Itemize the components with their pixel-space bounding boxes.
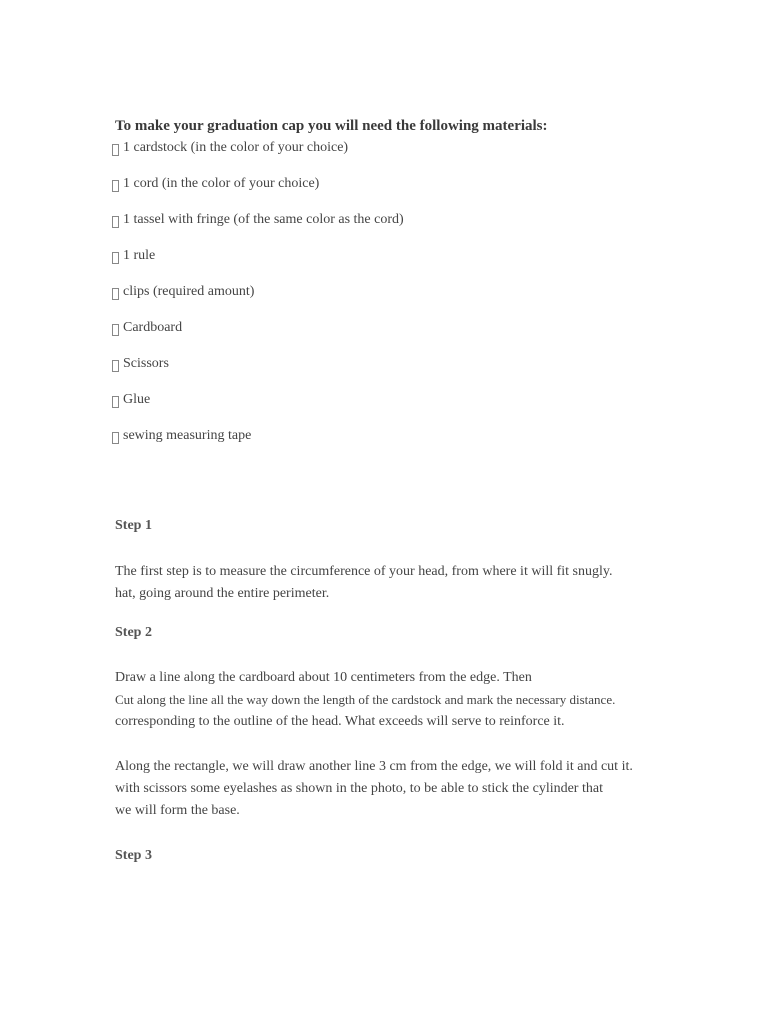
materials-intro: To make your graduation cap you will need the following materials: [115,118,548,134]
step-1-line: hat, going around the entire perimeter. [115,586,330,601]
step-2-line: Cut along the line all the way down the length of the cardstock and mark the necessary distance. [115,692,616,707]
step-1-heading: Step 1 [115,518,152,533]
list-item [112,212,404,248]
material-label: Cardboard [123,320,183,335]
materials-list [112,140,404,464]
list-item [112,284,404,320]
list-item [112,392,404,428]
checkbox-bullet-icon [112,324,119,336]
material-label: Glue [123,392,151,407]
step-2-paragraph-1 [115,667,615,733]
material-label: clips (required amount) [123,284,255,299]
material-label: 1 cardstock (in the color of your choice) [123,140,349,155]
step-1-line: The first step is to measure the circumference of your head, from where it will fit snugly. [115,564,613,579]
checkbox-bullet-icon [112,288,119,300]
list-item [112,176,404,212]
step-2-line: Draw a line along the cardboard about 10 centimeters from the edge. Then [115,670,532,685]
step-2-line: we will form the base. [115,803,240,818]
material-label: 1 rule [123,248,156,263]
step-1-text [115,561,613,605]
checkbox-bullet-icon [112,396,119,408]
list-item [112,428,404,464]
material-label: 1 tassel with fringe (of the same color as the cord) [123,212,404,227]
checkbox-bullet-icon [112,432,119,444]
checkbox-bullet-icon [112,252,119,264]
step-3-heading: Step 3 [115,848,152,863]
step-2-line: corresponding to the outline of the head. What exceeds will serve to reinforce it. [115,714,565,729]
checkbox-bullet-icon [112,180,119,192]
material-label: sewing measuring tape [123,428,252,443]
list-item [112,320,404,356]
checkbox-bullet-icon [112,360,119,372]
list-item [112,356,404,392]
step-2-line: Along the rectangle, we will draw another line 3 cm from the edge, we will fold it and cut it. [115,759,633,774]
checkbox-bullet-icon [112,144,119,156]
list-item [112,140,404,176]
checkbox-bullet-icon [112,216,119,228]
step-2-heading: Step 2 [115,625,152,640]
step-2-line: with scissors some eyelashes as shown in the photo, to be able to stick the cylinder that [115,781,603,796]
step-2-paragraph-2 [115,756,633,822]
material-label: Scissors [123,356,169,371]
material-label: 1 cord (in the color of your choice) [123,176,320,191]
list-item [112,248,404,284]
